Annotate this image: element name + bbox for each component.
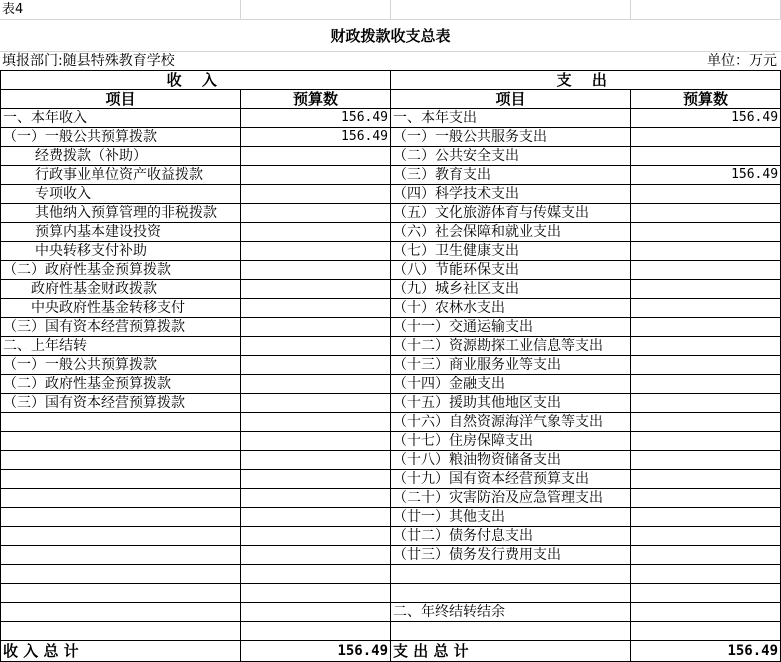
income-budget-cell <box>241 451 391 470</box>
income-col-item: 项目 <box>1 90 241 109</box>
income-item-cell <box>1 470 241 489</box>
expense-item-cell <box>391 622 631 641</box>
income-budget-cell <box>241 185 391 204</box>
expense-item-cell: （十七）住房保障支出 <box>391 432 631 451</box>
income-budget-cell <box>241 318 391 337</box>
expense-item-cell: （八）节能环保支出 <box>391 261 631 280</box>
expense-item-cell: （十八）粮油物资储备支出 <box>391 451 631 470</box>
income-budget-cell <box>241 356 391 375</box>
income-budget-cell <box>241 489 391 508</box>
income-budget-cell <box>241 337 391 356</box>
income-item-cell <box>1 508 241 527</box>
income-item-cell: （二）政府性基金预算拨款 <box>1 375 241 394</box>
expense-budget-cell <box>631 527 781 546</box>
income-budget-cell: 156.49 <box>241 109 391 128</box>
expense-item-cell <box>391 584 631 603</box>
expense-budget-cell <box>631 242 781 261</box>
expense-item-cell: （三）教育支出 <box>391 166 631 185</box>
expense-budget-cell <box>631 337 781 356</box>
table-row <box>1 394 781 413</box>
income-budget-cell <box>241 508 391 527</box>
expense-budget-cell <box>631 185 781 204</box>
expense-budget-cell <box>631 394 781 413</box>
expense-budget-cell <box>631 280 781 299</box>
income-item-cell <box>1 584 241 603</box>
expense-budget-cell <box>631 223 781 242</box>
table-row <box>1 242 781 261</box>
income-item-cell: 中央转移支付补助 <box>1 242 241 261</box>
total-row <box>1 641 781 662</box>
total-expense-value: 156.49 <box>631 641 781 662</box>
expense-item-cell: （十六）自然资源海洋气象等支出 <box>391 413 631 432</box>
expense-budget-cell <box>631 356 781 375</box>
income-item-cell: （二）政府性基金预算拨款 <box>1 261 241 280</box>
table-row <box>1 527 781 546</box>
expense-budget-cell <box>631 299 781 318</box>
income-budget-cell <box>241 166 391 185</box>
expense-budget-cell <box>631 603 781 622</box>
table-row <box>1 565 781 584</box>
table-row <box>1 375 781 394</box>
income-item-cell: 一、本年收入 <box>1 109 241 128</box>
table-row <box>1 470 781 489</box>
expense-item-cell: （七）卫生健康支出 <box>391 242 631 261</box>
total-expense-label: 支 出 总 计 <box>391 641 631 662</box>
income-item-cell: （一）一般公共预算拨款 <box>1 128 241 147</box>
income-budget-cell <box>241 375 391 394</box>
table-row <box>1 508 781 527</box>
table-row <box>1 546 781 565</box>
table-row <box>1 432 781 451</box>
expense-item-cell: （十九）国有资本经营预算支出 <box>391 470 631 489</box>
income-item-cell: 预算内基本建设投资 <box>1 223 241 242</box>
table-title: 财政拨款收支总表 <box>330 27 451 45</box>
expense-budget-cell <box>631 584 781 603</box>
total-income-label: 收 入 总 计 <box>1 641 241 662</box>
table-row <box>1 128 781 147</box>
table-row <box>1 603 781 622</box>
expense-budget-cell <box>631 489 781 508</box>
expense-budget-cell <box>631 375 781 394</box>
income-item-cell <box>1 489 241 508</box>
expense-item-cell: （十二）资源勘探工业信息等支出 <box>391 337 631 356</box>
expense-budget-cell <box>631 261 781 280</box>
income-item-cell: 中央政府性基金转移支付 <box>1 299 241 318</box>
expense-item-cell <box>391 565 631 584</box>
expense-item-cell: 二、年终结转结余 <box>391 603 631 622</box>
table-row <box>1 337 781 356</box>
income-budget-cell <box>241 413 391 432</box>
income-item-cell: （三）国有资本经营预算拨款 <box>1 394 241 413</box>
expense-item-cell: 一、本年支出 <box>391 109 631 128</box>
income-item-cell <box>1 432 241 451</box>
table-body <box>1 109 781 641</box>
income-budget-cell <box>241 603 391 622</box>
income-item-cell: 经费拨款（补助） <box>1 147 241 166</box>
expense-item-cell: （二）公共安全支出 <box>391 147 631 166</box>
income-item-cell <box>1 546 241 565</box>
expense-item-cell: （六）社会保障和就业支出 <box>391 223 631 242</box>
table-row <box>1 584 781 603</box>
table-row <box>1 280 781 299</box>
table-row <box>1 204 781 223</box>
expense-item-cell: （九）城乡社区支出 <box>391 280 631 299</box>
income-item-cell <box>1 622 241 641</box>
income-item-cell: 其他纳入预算管理的非税拨款 <box>1 204 241 223</box>
income-budget-cell <box>241 565 391 584</box>
expense-item-cell: （五）文化旅游体育与传媒支出 <box>391 204 631 223</box>
expense-budget-cell <box>631 147 781 166</box>
income-col-budget: 预算数 <box>241 90 391 109</box>
income-budget-cell <box>241 280 391 299</box>
expense-col-item: 项目 <box>391 90 631 109</box>
expense-budget-cell <box>631 451 781 470</box>
income-item-cell: 二、上年结转 <box>1 337 241 356</box>
income-item-cell: （一）一般公共预算拨款 <box>1 356 241 375</box>
expense-item-cell: （二十）灾害防治及应急管理支出 <box>391 489 631 508</box>
expense-budget-cell <box>631 318 781 337</box>
income-item-cell <box>1 451 241 470</box>
table-row <box>1 109 781 128</box>
expense-budget-cell <box>631 413 781 432</box>
expense-budget-cell <box>631 508 781 527</box>
income-budget-cell <box>241 432 391 451</box>
table-row <box>1 489 781 508</box>
income-budget-cell <box>241 622 391 641</box>
income-item-cell: 行政事业单位资产收益拨款 <box>1 166 241 185</box>
income-item-cell: （三）国有资本经营预算拨款 <box>1 318 241 337</box>
table-row <box>1 622 781 641</box>
expense-budget-cell <box>631 546 781 565</box>
expense-budget-cell: 156.49 <box>631 166 781 185</box>
expense-item-cell: （廿二）债务付息支出 <box>391 527 631 546</box>
expense-item-cell: （廿三）债务发行费用支出 <box>391 546 631 565</box>
expense-budget-cell <box>631 470 781 489</box>
budget-table <box>0 70 781 662</box>
table-row <box>1 261 781 280</box>
expense-header: 支 出 <box>391 71 781 90</box>
income-budget-cell <box>241 546 391 565</box>
income-budget-cell <box>241 242 391 261</box>
expense-budget-cell <box>631 128 781 147</box>
income-item-cell: 政府性基金财政拨款 <box>1 280 241 299</box>
table-row <box>1 451 781 470</box>
table-row <box>1 223 781 242</box>
expense-item-cell: （四）科学技术支出 <box>391 185 631 204</box>
income-budget-cell <box>241 147 391 166</box>
expense-item-cell: （十三）商业服务业等支出 <box>391 356 631 375</box>
income-item-cell <box>1 603 241 622</box>
expense-item-cell: （十）农林水支出 <box>391 299 631 318</box>
dept-label: 填报部门:随县特殊教育学校 <box>2 53 175 69</box>
expense-budget-cell <box>631 565 781 584</box>
expense-budget-cell <box>631 204 781 223</box>
sheet-grid-top <box>0 0 781 20</box>
expense-item-cell: （十五）援助其他地区支出 <box>391 394 631 413</box>
income-budget-cell <box>241 584 391 603</box>
income-header: 收 入 <box>1 71 391 90</box>
table-row <box>1 318 781 337</box>
table-row <box>1 185 781 204</box>
income-item-cell: 专项收入 <box>1 185 241 204</box>
income-budget-cell <box>241 470 391 489</box>
total-income-value: 156.49 <box>241 641 391 662</box>
income-item-cell <box>1 413 241 432</box>
expense-item-cell: （一）一般公共服务支出 <box>391 128 631 147</box>
income-item-cell <box>1 565 241 584</box>
table-row <box>1 147 781 166</box>
income-budget-cell <box>241 527 391 546</box>
sheet-label: 表4 <box>2 2 24 17</box>
income-budget-cell <box>241 223 391 242</box>
expense-budget-cell <box>631 432 781 451</box>
income-budget-cell: 156.49 <box>241 128 391 147</box>
expense-item-cell: （十四）金融支出 <box>391 375 631 394</box>
expense-col-budget: 预算数 <box>631 90 781 109</box>
income-budget-cell <box>241 394 391 413</box>
table-row <box>1 299 781 318</box>
income-item-cell <box>1 527 241 546</box>
expense-budget-cell <box>631 622 781 641</box>
table-row <box>1 356 781 375</box>
table-row <box>1 413 781 432</box>
expense-item-cell: （十一）交通运输支出 <box>391 318 631 337</box>
income-budget-cell <box>241 204 391 223</box>
income-budget-cell <box>241 299 391 318</box>
unit-label: 单位：万元 <box>707 53 777 69</box>
table-row <box>1 166 781 185</box>
income-budget-cell <box>241 261 391 280</box>
expense-item-cell: （廿一）其他支出 <box>391 508 631 527</box>
expense-budget-cell: 156.49 <box>631 109 781 128</box>
